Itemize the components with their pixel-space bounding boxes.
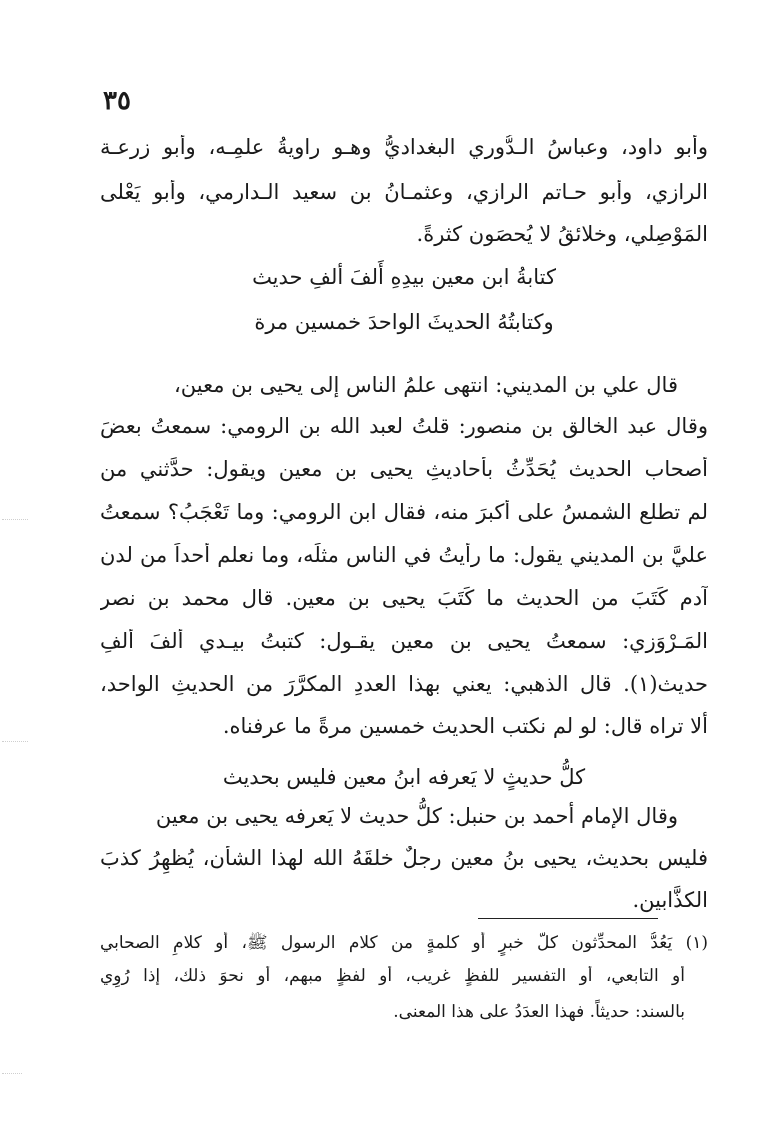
para3-line-3: الكذَّابين.	[632, 888, 708, 912]
scan-margin-mark	[2, 741, 28, 742]
para2-line-1: قال علي بن المديني: انتهى علمُ الناس إلى يحيى بن معين،	[174, 373, 678, 397]
footnote-line-3: بالسند: حديثاً. فهذا العدَدُ على هذا المعنى.	[393, 1002, 685, 1022]
footnote-separator	[478, 918, 658, 919]
para2-line-5: عليَّ بن المديني يقول: ما رأيتُ في الناس مثلَه، وما نعلم أحداً من لدن	[100, 543, 708, 567]
scan-margin-mark	[2, 519, 28, 520]
section-heading-1a: كتابةُ ابن معين بيدِهِ أَلفَ ألفِ حديث	[252, 265, 556, 289]
page-number: ٣٥	[103, 86, 131, 116]
footnote-line-1: (١) يَعُدُّ المحدِّثون كلَّ خبرٍ أو كلمةٍ من كلام الرسول ﷺ، أو كلامِ الصحابي	[100, 933, 708, 953]
section-heading-1b: وكتابتُهُ الحديثَ الواحدَ خمسين مرة	[254, 310, 554, 334]
para3-line-2: فليس بحديث، يحيى بنُ معين رجلٌ خلقَهُ الله لهذا الشأن، يُظهِرُ كذبَ	[100, 846, 708, 870]
para1-line-1: وأبو داود، وعباسُ الـدُّوري البغداديُّ وهـو راويةُ علمِـه، وأبو زرعـة	[100, 135, 708, 159]
para2-line-2: وقال عبد الخالق بن منصور: قلتُ لعبد الله بن الرومي: سمعتُ بعضَ	[100, 414, 708, 438]
para3-line-1: وقال الإمام أحمد بن حنبل: كلُّ حديث لا يَعرفه يحيى بن معين	[155, 804, 678, 828]
para2-line-9: ألا تراه قال: لو لم نكتب الحديث خمسين مرةً ما عرفناه.	[222, 714, 708, 738]
para2-line-3: أصحاب الحديث يُحَدِّثُ بأحاديثِ يحيى بن معين ويقول: حدَّثني من	[100, 457, 708, 481]
para1-line-3: المَوْصِلي، وخلائقُ لا يُحصَون كثرةً.	[416, 222, 708, 246]
para2-line-7: المَـرْوَزي: سمعتُ يحيى بن معين يقـول: كتبتُ بيـدي ألفَ ألفِ	[100, 629, 708, 653]
scan-margin-mark	[2, 1073, 22, 1074]
para2-line-6: آدم كَتَبَ من الحديث ما كَتَبَ يحيى بن معين. قال محمد بن نصر	[100, 586, 708, 610]
para1-line-2: الرازي، وأبو حـاتم الرازي، وعثمـانُ بن سعيد الـدارمي، وأبو يَعْلى	[100, 180, 708, 204]
section-heading-2: كلُّ حديثٍ لا يَعرفه ابنُ معين فليس بحديث	[222, 765, 586, 789]
footnote-line-2: أو التابعي، أو التفسير للفظٍ غريب، أو لفظٍ مبهم، أو نحوَ ذلك، إذا رُوِي	[100, 966, 685, 986]
para2-line-4: لم تطلع الشمسُ على أكبرَ منه، فقال ابن الرومي: وما تَعْجَبُ؟ سمعتُ	[100, 500, 708, 524]
para2-line-8: حديث(١). قال الذهبي: يعني بهذا العددِ المكرَّرَ من الحديثِ الواحد،	[100, 672, 708, 696]
